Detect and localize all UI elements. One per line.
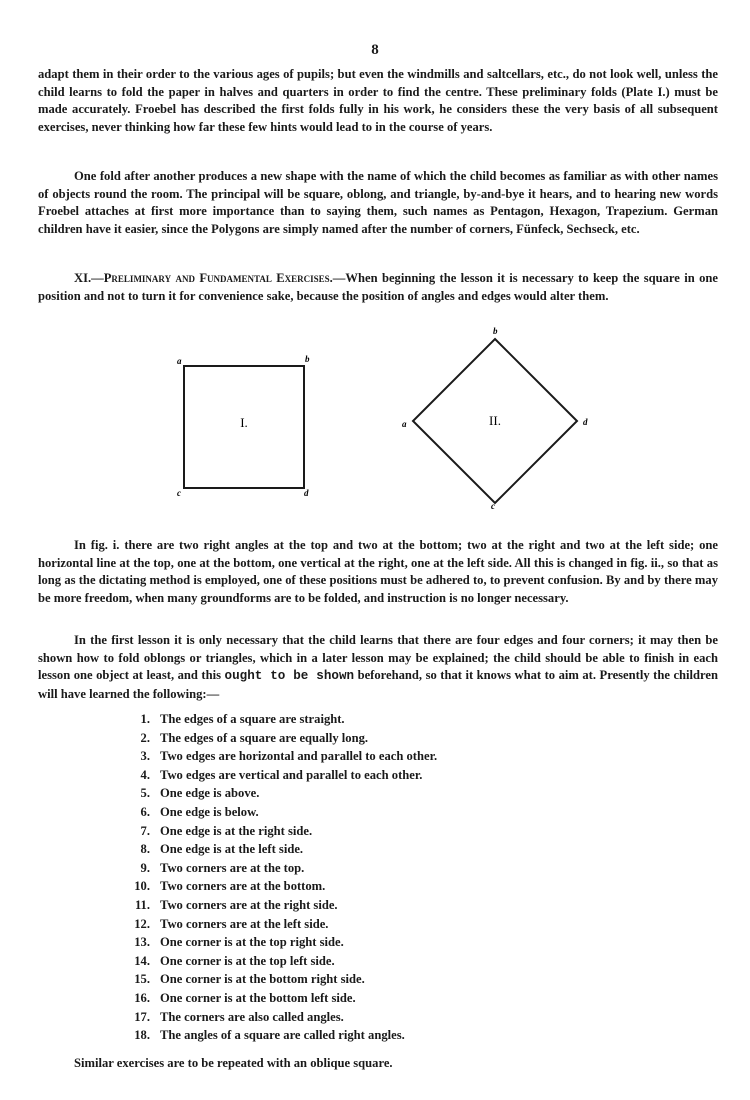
lesson-list <box>120 710 600 1045</box>
figure-2-corner-a: a <box>402 419 407 429</box>
list-item-text: Two edges are horizontal and parallel to each other. <box>160 749 438 764</box>
list-item-text: The edges of a square are equally long. <box>160 730 369 745</box>
list-item-number: 13. <box>134 935 150 950</box>
figure-1 <box>170 350 320 500</box>
list-item-number: 14. <box>134 953 150 968</box>
list-item-number: 8. <box>140 842 150 857</box>
figure-2-drawing <box>395 325 595 510</box>
list-item <box>120 989 600 1008</box>
list-item <box>120 933 600 952</box>
list-item-number: 2. <box>140 730 150 745</box>
paragraph-5-emphasis: ought to be shown <box>224 669 355 684</box>
figure-1-corner-a: a <box>177 356 182 366</box>
paragraph-3-body: —When beginning the lesson it is necessary to keep the square in one position and not to turn it for convenience sake, because the position of angles and edges would alter them. <box>38 271 718 303</box>
figure-1-drawing <box>170 350 320 500</box>
section-heading: XI.—Preliminary and Fundamental Exercises. <box>74 271 333 285</box>
figure-2-corner-d: d <box>583 417 588 427</box>
list-item-number: 1. <box>140 712 150 726</box>
list-item-number: 18. <box>134 1028 150 1043</box>
list-item-text: One edge is below. <box>160 804 259 819</box>
list-item <box>120 840 600 859</box>
paragraph-5 <box>38 632 718 703</box>
list-item-text: One corner is at the bottom right side. <box>160 972 365 987</box>
figure-2-corner-b: b <box>493 326 498 336</box>
list-item-number: 6. <box>140 804 150 819</box>
list-item-number: 12. <box>134 916 150 931</box>
list-item-text: One corner is at the top left side. <box>160 953 335 968</box>
list-item-number: 15. <box>134 972 150 987</box>
list-item-number: 4. <box>140 767 150 782</box>
list-item <box>120 970 600 989</box>
list-item <box>120 822 600 841</box>
list-item <box>120 784 600 803</box>
list-item <box>120 877 600 896</box>
list-item-number: 11. <box>134 897 150 912</box>
list-item <box>120 803 600 822</box>
list-item-text: Two corners are at the top. <box>160 860 305 875</box>
paragraph-3 <box>38 270 718 305</box>
list-item <box>120 915 600 934</box>
list-item-number: 9. <box>140 860 150 875</box>
list-item <box>120 747 600 766</box>
list-item-number: 5. <box>140 786 150 801</box>
list-item-text: The angles of a square are called right angles. <box>160 1028 405 1043</box>
paragraph-2: One fold after another produces a new shape with the name of which the child becomes as familiar as with other names of objects round the room. The principal will be square, oblong, and triangle, by-and-bye it hears, and to hearing new words Froebel attaches at first more importance than to saying them, such names as Pentagon, Hexagon, Trapezium. German children have it easier, since the Polygons are simply named after the number of corners, Fünfeck, Sechseck, etc. <box>38 169 718 236</box>
list-item <box>120 859 600 878</box>
closing-line: Similar exercises are to be repeated with an oblique square. <box>74 1056 393 1070</box>
list-item <box>120 896 600 915</box>
figure-2-corner-c: c <box>491 501 495 510</box>
list-item-text: One edge is at the left side. <box>160 842 304 857</box>
list-item-text: One edge is above. <box>160 786 260 801</box>
list-item-text: One edge is at the right side. <box>160 823 313 838</box>
list-item-text: The corners are also called angles. <box>160 1009 344 1024</box>
figure-1-corner-d: d <box>304 488 309 498</box>
list-item-text: One corner is at the top right side. <box>160 935 344 950</box>
list-item-number: 7. <box>140 823 150 838</box>
figure-2 <box>395 325 595 510</box>
list-item-text: Two edges are vertical and parallel to each other. <box>160 767 423 782</box>
list-item <box>120 729 600 748</box>
figure-1-label: I. <box>240 415 248 430</box>
paragraph-4: In fig. i. there are two right angles at the top and two at the bottom; two at the right and two at the left side; one horizontal line at the top, one at the bottom, one vertical at the right, one at the left side. All this is changed in fig. ii., so that as long as the dictating method is employed, one of these positions must be adhered to, to prevent confusion. By and by there may be more freedom, when many groundforms are to be folded, and instruction is no longer necessary. <box>38 538 718 605</box>
list-item-number: 3. <box>140 749 150 764</box>
paragraph-1: adapt them in their order to the various ages of pupils; but even the windmills and saltcellars, etc., do not look well, unless the child learns to fold the paper in halves and quarters in order to find the centre. These preliminary folds (Plate I.) must be made accurately. Froebel has described the first folds fully in his work, he considers these the very basis of all subsequent exercises, never thinking how far these few hints would lead to in the course of years. <box>38 67 718 134</box>
list-item-text: Two corners are at the left side. <box>160 916 329 931</box>
list-item <box>120 952 600 971</box>
figure-1-corner-c: c <box>177 488 181 498</box>
list-item <box>120 1026 600 1045</box>
list-item-text: Two corners are at the right side. <box>160 897 338 912</box>
paragraph-5-text-a: In the first lesson it is only necessary that the child learns that there are four edges and four corners; it may then be shown how to fold oblongs or triangles, which in a later lesson may be explained; the child should be able to finish in each lesson one object at least, and this <box>38 633 718 683</box>
figure-2-label: II. <box>489 413 501 428</box>
list-item-text: The edges of a square are straight. <box>160 712 345 726</box>
list-item-number: 16. <box>134 990 150 1005</box>
list-item <box>120 766 600 785</box>
page-number: 8 <box>371 42 379 58</box>
paragraph-5-text-b: beforehand, so that it knows what to aim at. Presently the children will have learned the following:— <box>38 668 718 701</box>
list-item <box>120 1008 600 1027</box>
list-item-text: Two corners are at the bottom. <box>160 879 326 894</box>
figure-1-corner-b: b <box>305 354 310 364</box>
list-item-text: One corner is at the bottom left side. <box>160 990 356 1005</box>
list-item-number: 10. <box>134 879 150 894</box>
list-item-number: 17. <box>134 1009 150 1024</box>
list-item <box>120 710 600 729</box>
